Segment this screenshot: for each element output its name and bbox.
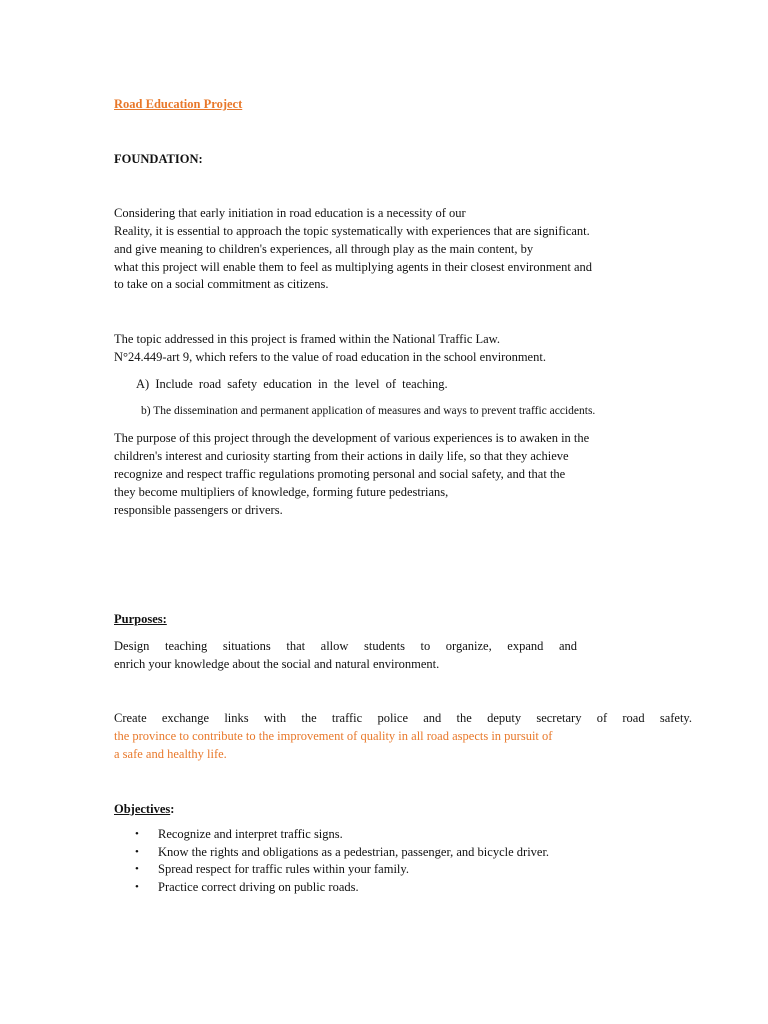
list-item	[114, 826, 549, 844]
objective-text: Recognize and interpret traffic signs.	[158, 827, 343, 841]
bullet-icon: •	[135, 863, 139, 875]
foundation-line: and give meaning to children's experiences, all through play as the main content, by	[114, 242, 534, 256]
objectives-heading-text: Objectives	[114, 802, 171, 816]
list-item-b: b) The dissemination and permanent application of measures and ways to prevent traffic accidents.	[141, 405, 596, 417]
purpose-line: they become multipliers of knowledge, forming future pedestrians,	[114, 485, 449, 499]
purposes-heading: Purposes:	[114, 612, 167, 626]
objective-text: Practice correct driving on public roads.	[158, 879, 359, 894]
foundation-line: Considering that early initiation in road education is a necessity of our	[114, 206, 466, 220]
list-item	[114, 879, 549, 897]
purpose-line: The purpose of this project through the development of various experiences is to awaken in the	[114, 431, 590, 445]
purposes-line-highlight: the province to contribute to the improvement of quality in all road aspects in pursuit of	[114, 729, 553, 743]
list-item-a: A) Include road safety education in the level of teaching.	[136, 377, 448, 391]
purpose-line: responsible passengers or drivers.	[114, 503, 283, 517]
purpose-line: recognize and respect traffic regulations promoting personal and social safety, and that the	[114, 467, 566, 481]
document-title: Road Education Project	[114, 97, 243, 111]
bullet-icon: •	[135, 880, 139, 893]
purposes-line: enrich your knowledge about the social and natural environment.	[114, 657, 440, 671]
law-line: The topic addressed in this project is framed within the National Traffic Law.	[114, 332, 501, 346]
purposes-line: Create exchange links with the traffic police and the deputy secretary of road safety.	[114, 711, 692, 725]
objectives-heading-colon: :	[170, 802, 175, 816]
list-item	[114, 861, 549, 879]
bullet-icon: •	[135, 828, 139, 840]
objectives-list	[114, 826, 549, 896]
law-line: N°24.449-art 9, which refers to the value of road education in the school environment.	[114, 350, 546, 364]
purposes-line: Design teaching situations that allow students to organize, expand and	[114, 639, 577, 653]
list-item	[114, 844, 549, 862]
purpose-line: children's interest and curiosity starting from their actions in daily life, so that they achieve	[114, 449, 569, 463]
objective-text: Know the rights and obligations as a pedestrian, passenger, and bicycle driver.	[158, 844, 550, 859]
foundation-line: Reality, it is essential to approach the topic systematically with experiences that are significant.	[114, 224, 590, 238]
bullet-icon: •	[135, 845, 139, 858]
foundation-heading: FOUNDATION:	[114, 152, 203, 166]
foundation-line: what this project will enable them to feel as multiplying agents in their closest environment and	[114, 260, 593, 274]
foundation-line: to take on a social commitment as citizens.	[114, 277, 329, 291]
objectives-heading	[114, 800, 174, 818]
objective-text: Spread respect for traffic rules within your family.	[158, 862, 409, 876]
purposes-line-highlight: a safe and healthy life.	[114, 747, 227, 761]
